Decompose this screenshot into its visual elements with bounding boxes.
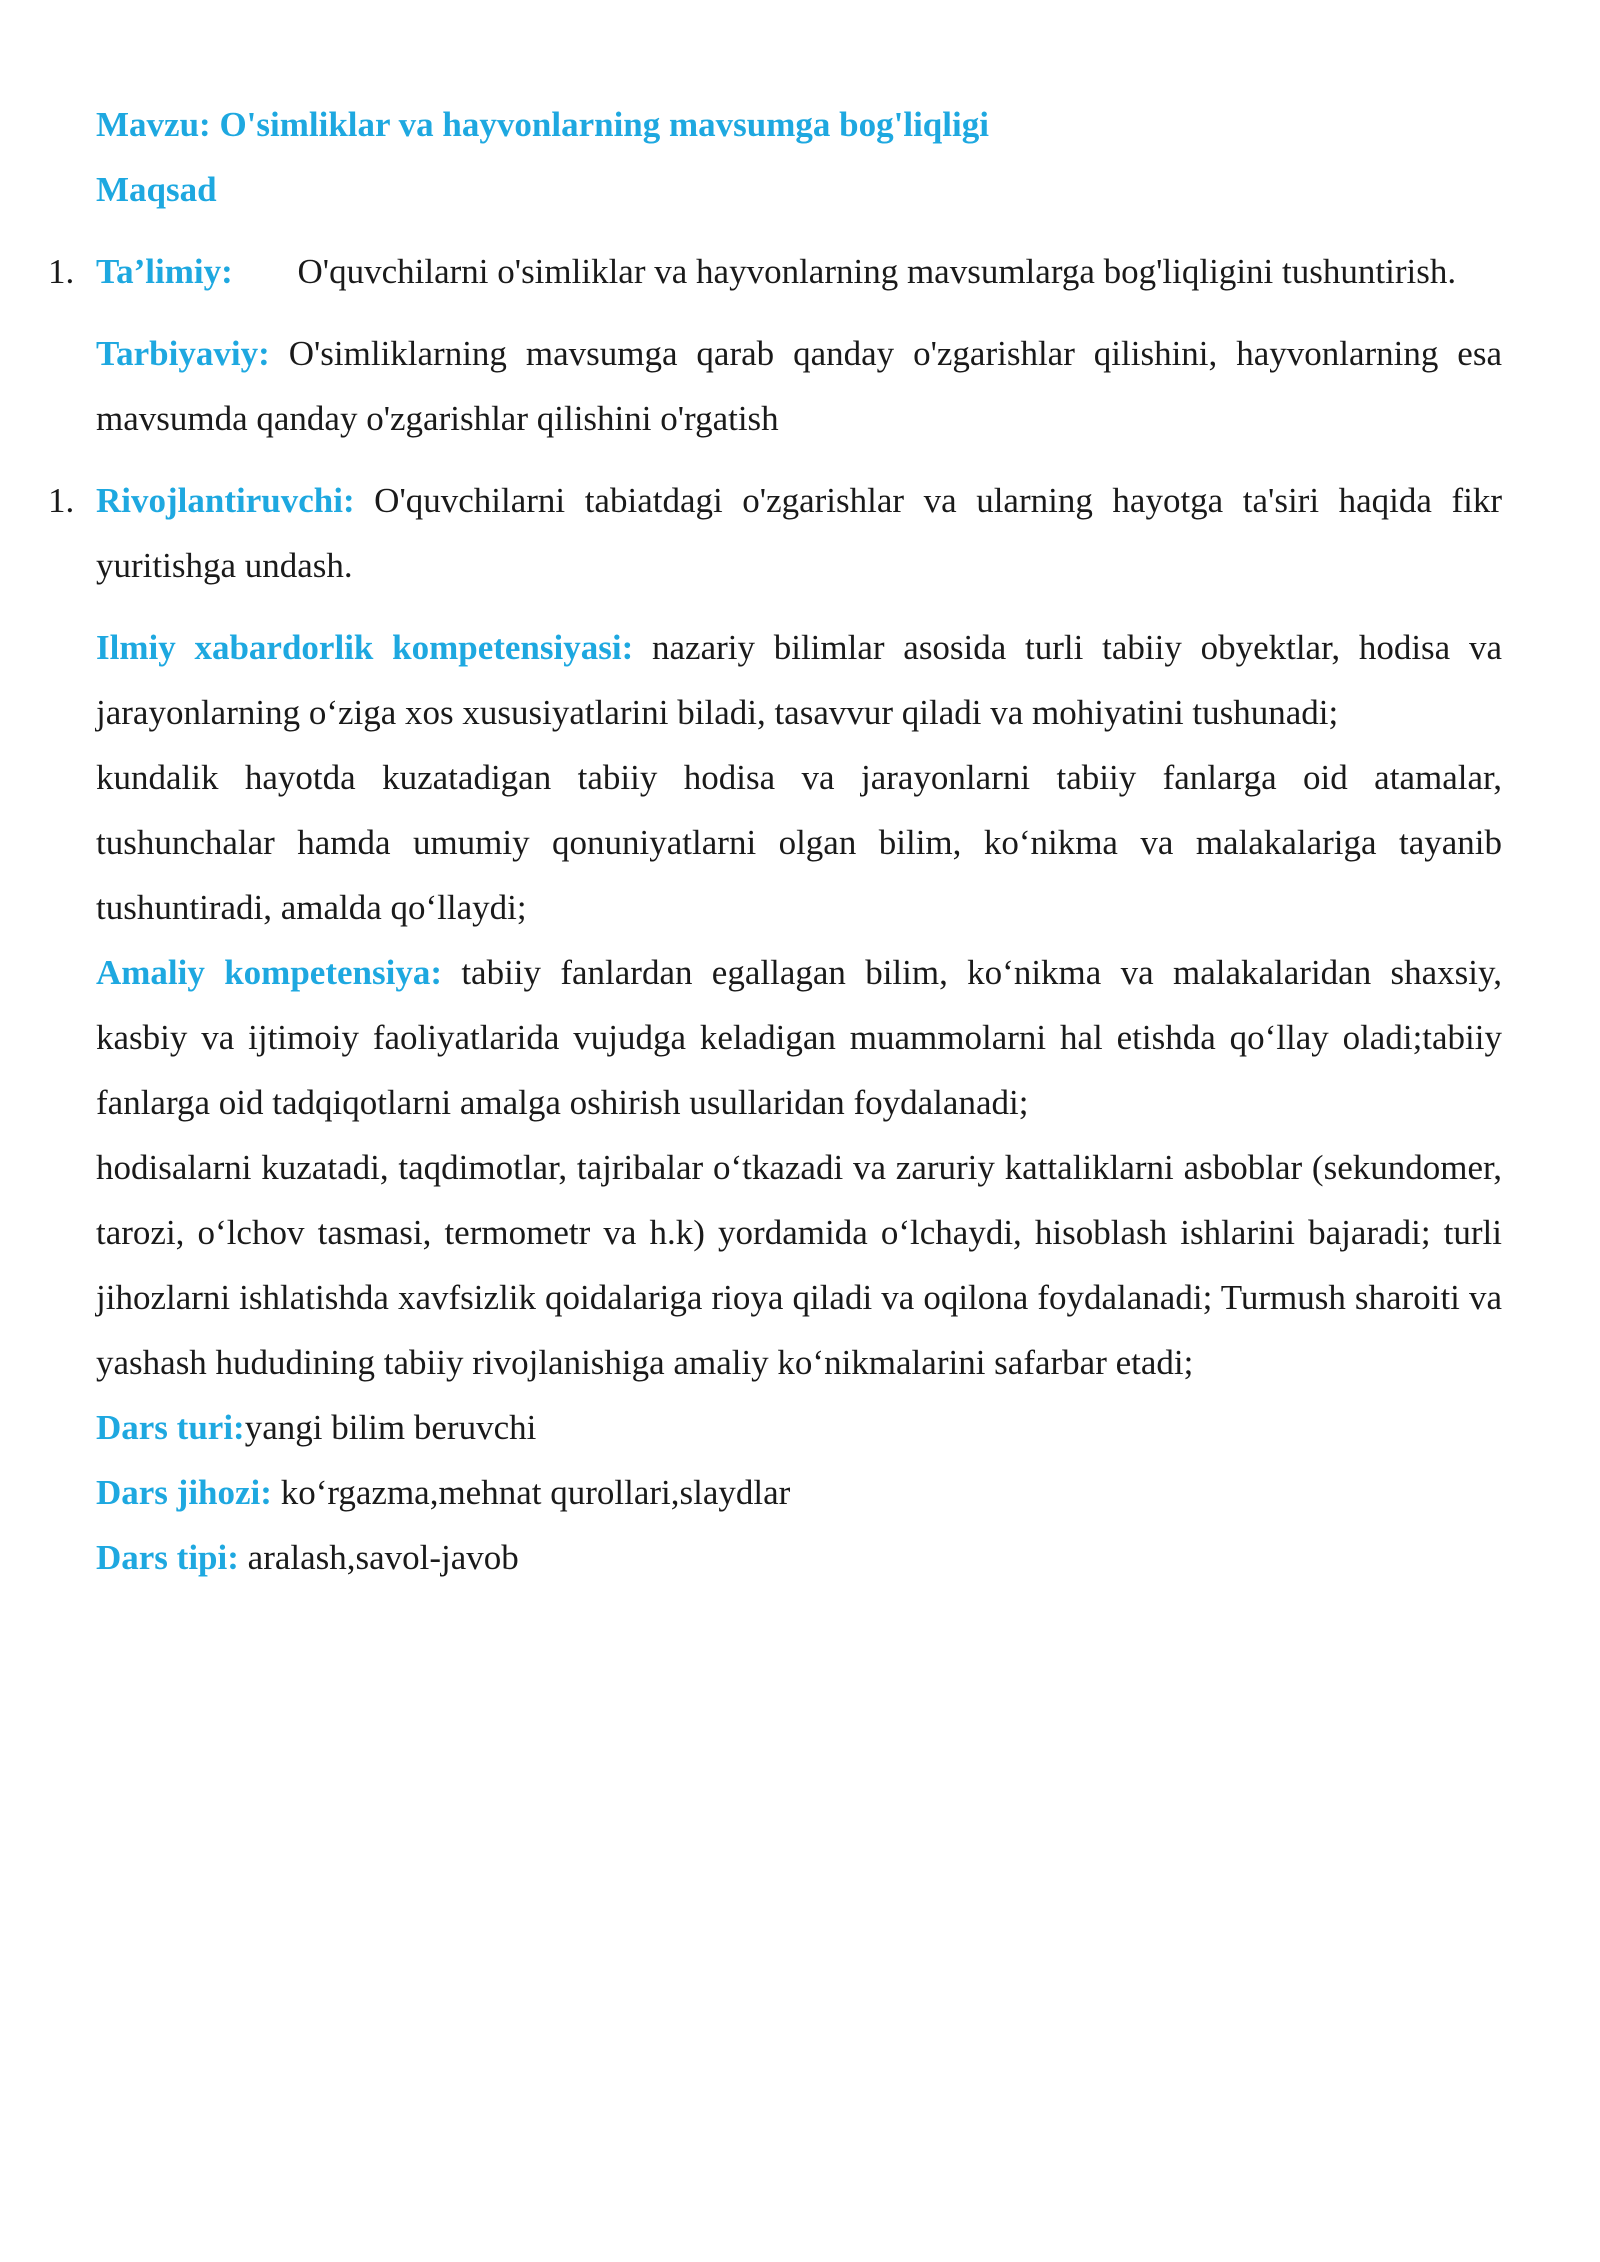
lesson-type xyxy=(96,1395,1502,1460)
goal-item-educational xyxy=(48,239,1502,304)
list-number: 1. xyxy=(48,481,75,520)
lesson-type-value: yangi bilim beruvchi xyxy=(244,1408,537,1447)
competence-science xyxy=(96,615,1502,745)
lesson-kind xyxy=(96,1525,1502,1590)
goal-item-label: Rivojlantiruvchi: xyxy=(96,481,355,520)
goal-heading xyxy=(96,157,1502,222)
document-content xyxy=(48,92,1503,1590)
lesson-equipment xyxy=(96,1460,1502,1525)
competence-practical xyxy=(96,940,1502,1135)
goal-item-developmental xyxy=(48,468,1502,598)
lesson-equipment-label: Dars jihozi: xyxy=(96,1473,272,1512)
competence-practical-continued xyxy=(96,1135,1502,1395)
lesson-kind-label: Dars tipi: xyxy=(96,1538,239,1577)
goal-item-label: Tarbiyaviy: xyxy=(96,334,270,373)
goal-item-label: Ta’limiy: xyxy=(96,252,233,291)
goal-item-text: O'quvchilarni o'simliklar va hayvonlarning mavsumlarga bog'liqligini tushuntirish. xyxy=(297,252,1457,291)
competence-science-continued xyxy=(96,745,1502,940)
lesson-type-label: Dars turi: xyxy=(96,1408,245,1447)
competence-practical-text: tabiiy fanlardan egallagan bilim, ko‘nikma va malakalaridan shaxsiy, kasbiy va ijtimoiy faoliyatlarida vujudga keladigan muammolarni hal etishda qo‘llay oladi;tabiiy fanlarga oid tadqiqotlarni amalga oshirish usullaridan foydalanadi; xyxy=(96,953,1503,1122)
goal-item-text: O'simliklarning mavsumga qarab qanday o'zgarishlar qilishini, hayvonlarning esa mavsumda qanday o'zgarishlar qilishini o'rgatish xyxy=(96,334,1502,438)
goal-item-upbringing xyxy=(96,321,1502,451)
competence-science-label: Ilmiy xabardorlik kompetensiyasi: xyxy=(96,628,634,667)
competence-practical-text-2: hodisalarni kuzatadi, taqdimotlar, tajribalar o‘tkazadi va zaruriy kattaliklarni asboblar (sekundomer, tarozi, o‘lchov tasmasi, termometr va h.k) yordamida o‘lchaydi, hisoblash ishlarini bajaradi; turli jihozlarni ishlatishda xavfsizlik qoidalariga rioya qiladi va oqilona foydalanadi; Turmush sharoiti va yashash hududining tabiiy rivojlanishiga amaliy ko‘nikmalarini safarbar etadi; xyxy=(96,1148,1502,1382)
competence-science-text: nazariy bilimlar asosida turli tabiiy obyektlar, hodisa va jarayonlarning o‘ziga xos xususiyatlarini biladi, tasavvur qiladi va mohiyatini tushunadi; xyxy=(96,628,1502,732)
topic-text: Mavzu: O'simliklar va hayvonlarning mavsumga bog'liqligi xyxy=(96,105,989,144)
lesson-equipment-value: ko‘rgazma,mehnat qurollari,slaydlar xyxy=(280,1473,791,1512)
goal-item-text: O'quvchilarni tabiatdagi o'zgarishlar va ularning hayotga ta'siri haqida fikr yuritishga undash. xyxy=(96,481,1502,585)
goal-heading-text: Maqsad xyxy=(96,170,217,209)
list-number: 1. xyxy=(48,252,75,291)
competence-science-text-2: kundalik hayotda kuzatadigan tabiiy hodisa va jarayonlarni tabiiy fanlarga oid atamalar, tushunchalar hamda umumiy qonuniyatlarni olgan bilim, ko‘nikma va malakalariga tayanib tushuntiradi, amalda qo‘llaydi; xyxy=(96,758,1502,927)
lesson-kind-value: aralash,savol-javob xyxy=(247,1538,519,1577)
competence-practical-label: Amaliy kompetensiya: xyxy=(96,953,442,992)
topic-heading xyxy=(96,92,1502,157)
